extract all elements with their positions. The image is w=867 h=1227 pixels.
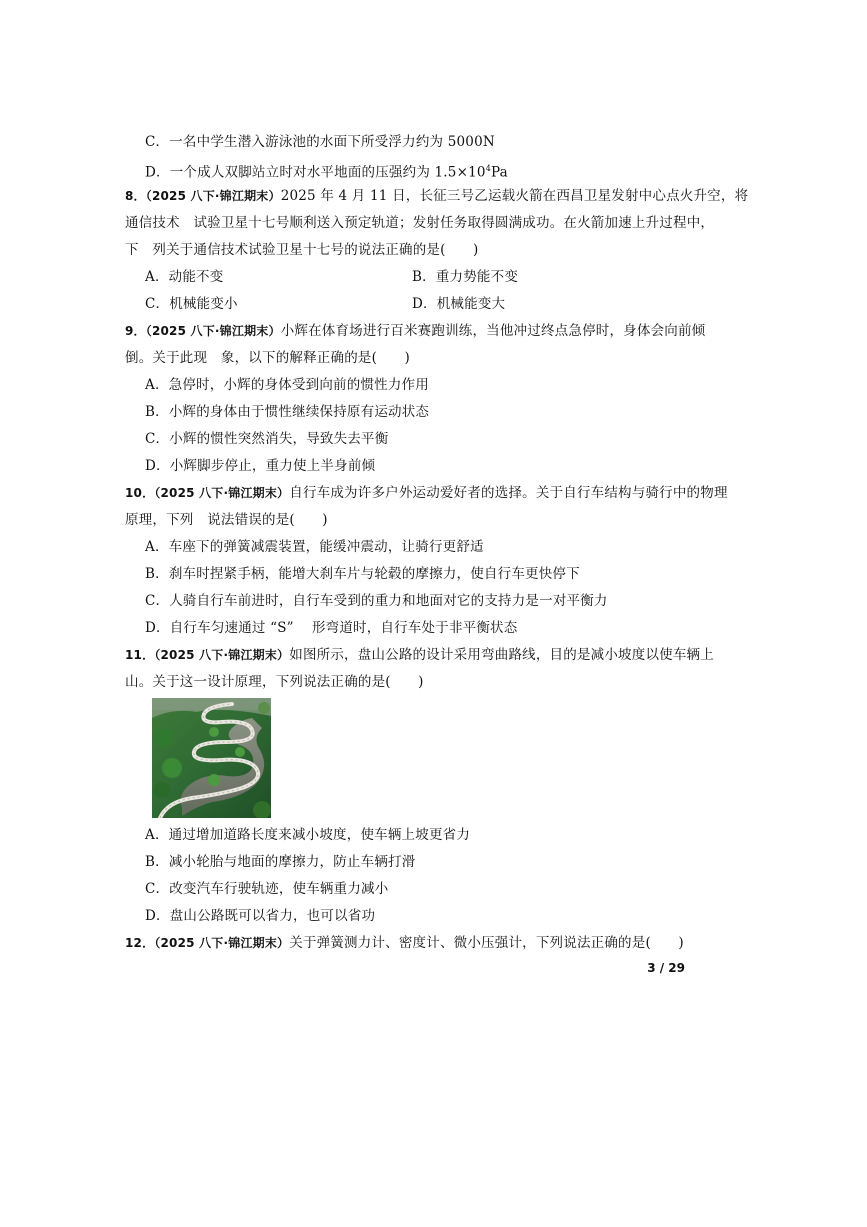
q9-option-a: A．急停时，小辉的身体受到向前的惯性力作用 [145,377,429,393]
q8-stem-line-1 [125,187,748,205]
q10-stem-line-2: 原理，下列 说法错误的是( ) [125,512,328,528]
q12-number: 12． [125,936,155,950]
q10-source: （2025 八下·锦江期末） [154,486,290,500]
q9-option-b: B．小辉的身体由于惯性继续保持原有运动状态 [145,404,430,420]
q7-option-d-text: D．一个成人双脚站立时对水平地面的压强约为 1.5×10 [145,164,486,181]
q7-option-d [145,160,508,182]
q8-text-1: 2025 年 4 月 11 日，长征三号乙运载火箭在西昌卫星发射中心点火升空，将 [280,188,749,204]
q11-stem-line-2: 山。关于这一设计原理，下列说法正确的是( ) [125,674,424,690]
q12-source: （2025 八下·锦江期末） [154,936,290,950]
q7-option-d-exponent: 4 [485,164,491,173]
q10-number: 10． [125,486,155,500]
q9-text-1: 小辉在体育场进行百米赛跑训练，当他冲过终点急停时，身体会向前倾 [280,323,706,339]
q11-source: （2025 八下·锦江期末） [154,648,290,662]
q11-option-c: C．改变汽车行驶轨迹，使车辆重力减小 [145,881,389,897]
q7-option-c: C．一名中学生潜入游泳池的水面下所受浮力约为 5000N [145,134,495,150]
q12-text-1: 关于弹簧测力计、密度计、微小压强计，下列说法正确的是( ) [289,935,684,951]
q10-stem-line-1 [125,484,728,502]
q10-option-a: A．车座下的弹簧减震装置，能缓冲震动，让骑行更舒适 [145,539,484,555]
q9-option-d: D．小辉脚步停止，重力使上半身前倾 [145,458,376,474]
q10-option-c: C．人骑自行车前进时，自行车受到的重力和地面对它的支持力是一对平衡力 [145,593,608,609]
q8-stem-line-3: 下 列关于通信技术试验卫星十七号的说法正确的是( ) [125,242,479,258]
q11-number: 11． [125,648,155,662]
q10-option-b: B．刹车时捏紧手柄，能增大刹车片与轮毂的摩擦力，使自行车更快停下 [145,566,580,582]
q11-option-a: A．通过增加道路长度来减小坡度，使车辆上坡更省力 [145,827,471,843]
q10-option-d: D．自行车匀速通过 “S” 形弯道时，自行车处于非平衡状态 [145,620,518,636]
q11-text-1: 如图所示，盘山公路的设计采用弯曲路线，目的是减小坡度以使车辆上 [289,647,714,663]
page-number: 3 / 29 [647,961,685,975]
mountain-road-photo [152,698,271,818]
q11-option-d: D．盘山公路既可以省力，也可以省功 [145,908,376,924]
q9-source: （2025 八下·锦江期末） [145,324,281,338]
q12-stem-line-1 [125,934,684,952]
q8-stem-line-2: 通信技术 试验卫星十七号顺利送入预定轨道；发射任务取得圆满成功。在火箭加速上升过程中， [125,215,715,231]
q8-option-a: A．动能不变 [145,269,224,285]
q8-option-d: D．机械能变大 [412,296,506,312]
q11-stem-line-1 [125,646,714,664]
q11-option-b: B．减小轮胎与地面的摩擦力，防止车辆打滑 [145,854,416,870]
q8-option-b: B．重力势能不变 [412,269,519,285]
q9-stem-line-1 [125,322,705,340]
q8-number: 8． [125,189,146,203]
q9-stem-line-2: 倒。关于此现 象，以下的解释正确的是( ) [125,350,410,366]
q7-option-d-unit: Pa [490,164,508,181]
q8-source: （2025 八下·锦江期末） [145,189,281,203]
q8-option-c: C．机械能变小 [145,296,238,312]
q9-option-c: C．小辉的惯性突然消失，导致失去平衡 [145,431,389,447]
q10-text-1: 自行车成为许多户外运动爱好者的选择。关于自行车结构与骑行中的物理 [289,485,728,501]
q9-number: 9． [125,324,146,338]
